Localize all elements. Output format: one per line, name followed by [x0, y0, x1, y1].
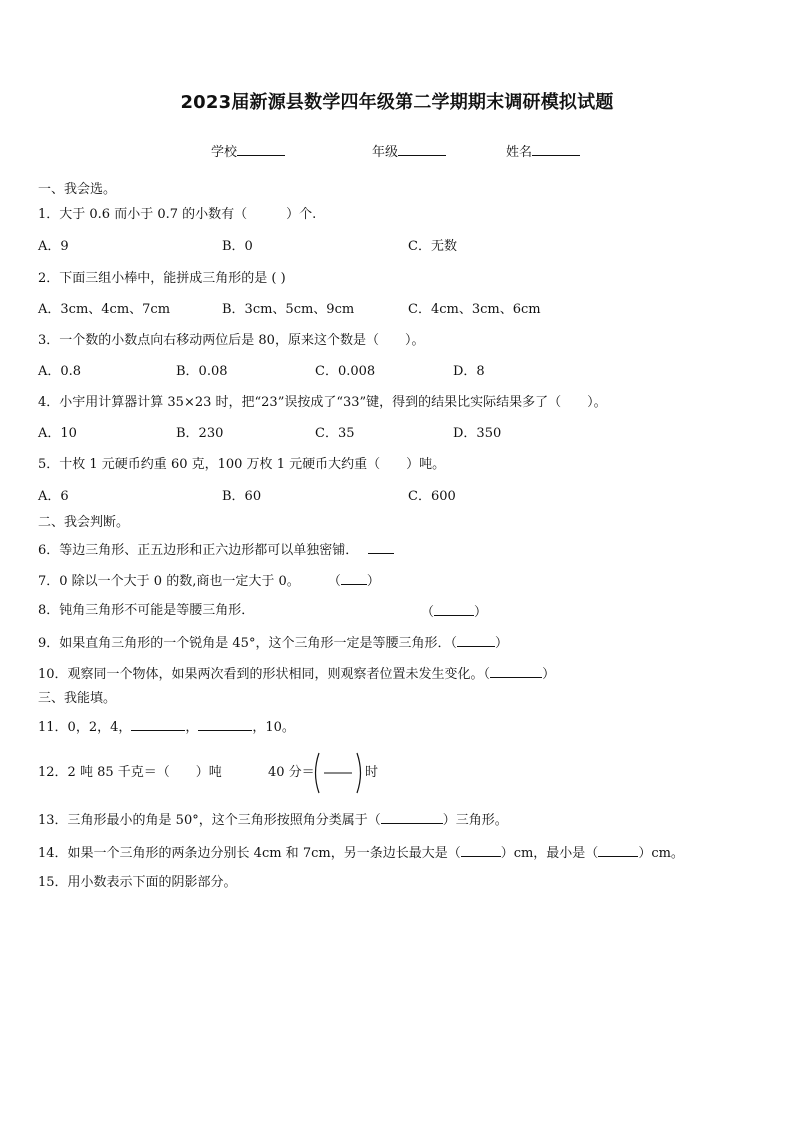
question-4: 4．小宇用计算器计算 35×23 时，把“23”误按成了“33”键，得到的结果比实际结果多了（ ）。: [38, 395, 607, 410]
question-13: [38, 811, 508, 829]
q6-answer-blank[interactable]: [368, 541, 394, 554]
q9-text: 9．如果直角三角形的一个锐角是 45°，这个三角形一定是等腰三角形．: [38, 636, 451, 651]
q2-option-b[interactable]: B．3cm、5cm、9cm: [222, 302, 355, 317]
q4-option-d[interactable]: D．350: [453, 426, 502, 441]
q1-option-a[interactable]: A．9: [38, 239, 69, 254]
q2-option-c[interactable]: C．4cm、3cm、6cm: [408, 302, 541, 317]
q5-option-b[interactable]: B．60: [222, 489, 262, 504]
section-heading-fill: 三、我能填。: [38, 691, 117, 706]
grade-label: 年级: [372, 145, 399, 160]
q7-paren-close: ）: [366, 574, 380, 589]
q3-option-b[interactable]: B．0.08: [176, 364, 228, 379]
q13-text-b: ）三角形。: [442, 813, 508, 828]
grade-field[interactable]: [372, 141, 446, 160]
q12-fraction-blank[interactable]: [312, 751, 364, 795]
section-heading-judge: 二、我会判断。: [38, 515, 130, 530]
q8-paren-open: （: [421, 605, 435, 620]
q4-option-a[interactable]: A．10: [38, 426, 77, 441]
q7-text: 7．0 除以一个大于 0 的数,商也一定大于 0。: [38, 574, 300, 589]
q11-blank-2[interactable]: [198, 718, 252, 731]
q14-text-c: ）cm。: [638, 846, 684, 861]
q3-option-a[interactable]: A．0.8: [38, 364, 82, 379]
q8-paren-close: ）: [474, 605, 488, 620]
q9-answer-blank[interactable]: [457, 634, 495, 647]
q4-option-c[interactable]: C．35: [315, 426, 355, 441]
q4-option-b[interactable]: B．230: [176, 426, 224, 441]
q7-answer[interactable]: [328, 574, 380, 589]
q14-text-a: 14．如果一个三角形的两条边分别长 4cm 和 7cm，另一条边长最大是（: [38, 846, 461, 861]
q14-blank-max[interactable]: [461, 844, 501, 857]
fraction-bracket-icon: [312, 751, 364, 795]
q10-paren-open: （: [483, 667, 491, 682]
question-11: [38, 718, 295, 736]
question-2: 2．下面三组小棒中，能拼成三角形的是 ( ): [38, 271, 286, 286]
q14-blank-min[interactable]: [598, 844, 638, 857]
q11-text-a: 11．0，2，4，: [38, 720, 132, 735]
school-label: 学校: [211, 145, 238, 160]
question-3: 3．一个数的小数点向右移动两位后是 80，原来这个数是（ ）。: [38, 333, 425, 348]
question-9: [38, 634, 508, 652]
name-blank[interactable]: [532, 143, 580, 156]
section-heading-choice: 一、我会选。: [38, 182, 117, 197]
q9-answer[interactable]: [450, 636, 508, 651]
q9-paren-open: （: [450, 636, 457, 651]
q7-paren-open: （: [327, 574, 341, 589]
q3-option-c[interactable]: C．0.008: [315, 364, 376, 379]
q10-text: 10．观察同一个物体，如果两次看到的形状相同，则观察者位置未发生变化。: [38, 667, 484, 682]
q13-answer-blank[interactable]: [381, 811, 443, 824]
question-5: 5．十枚 1 元硬币约重 60 克，100 万枚 1 元硬币大约重（ ）吨。: [38, 457, 446, 472]
q6-text: 6．等边三角形、正五边形和正六边形都可以单独密铺．: [38, 543, 359, 558]
exam-title: 2023届新源县数学四年级第二学期期末调研模拟试题: [180, 92, 614, 113]
q11-text-b: ，10。: [252, 720, 295, 735]
q11-sep: ，: [185, 720, 199, 735]
question-15: 15．用小数表示下面的阴影部分。: [38, 875, 237, 890]
q12-text-a: 12．2 吨 85 千克＝（ ）吨: [38, 765, 222, 780]
q12-text-c: 时: [365, 765, 379, 780]
q10-paren-close: ）: [542, 667, 556, 682]
q2-option-a[interactable]: A．3cm、4cm、7cm: [38, 302, 171, 317]
q8-text: 8．钝角三角形不可能是等腰三角形．: [38, 603, 255, 618]
question-14: [38, 844, 684, 862]
question-1: 1．大于 0.6 而小于 0.7 的小数有（ ）个.: [38, 207, 317, 222]
q13-text-a: 13．三角形最小的角是 50°，这个三角形按照角分类属于（: [38, 813, 381, 828]
grade-blank[interactable]: [398, 143, 446, 156]
school-field[interactable]: [211, 141, 285, 160]
question-7: [38, 572, 380, 590]
q7-answer-blank[interactable]: [341, 572, 367, 585]
question-10: [38, 665, 555, 683]
q11-blank-1[interactable]: [131, 718, 185, 731]
q8-answer-blank[interactable]: [434, 603, 474, 616]
name-label: 姓名: [506, 145, 533, 160]
q9-paren-close: ）: [494, 636, 508, 651]
question-12: [38, 765, 222, 781]
q5-option-c[interactable]: C．600: [408, 489, 456, 504]
name-field[interactable]: [506, 141, 580, 160]
q3-option-d[interactable]: D．8: [453, 364, 485, 379]
q8-answer[interactable]: [421, 603, 487, 621]
q10-answer-blank[interactable]: [490, 665, 542, 678]
question-6: [38, 541, 394, 559]
q1-option-c[interactable]: C．无数: [408, 239, 457, 254]
school-blank[interactable]: [237, 143, 285, 156]
q10-answer[interactable]: [484, 667, 556, 682]
q14-text-b: ）cm，最小是（: [500, 846, 599, 861]
q12-text-b: 40 分＝: [268, 765, 315, 780]
q1-option-b[interactable]: B．0: [222, 239, 253, 254]
q5-option-a[interactable]: A．6: [38, 489, 69, 504]
question-8: [38, 603, 254, 619]
